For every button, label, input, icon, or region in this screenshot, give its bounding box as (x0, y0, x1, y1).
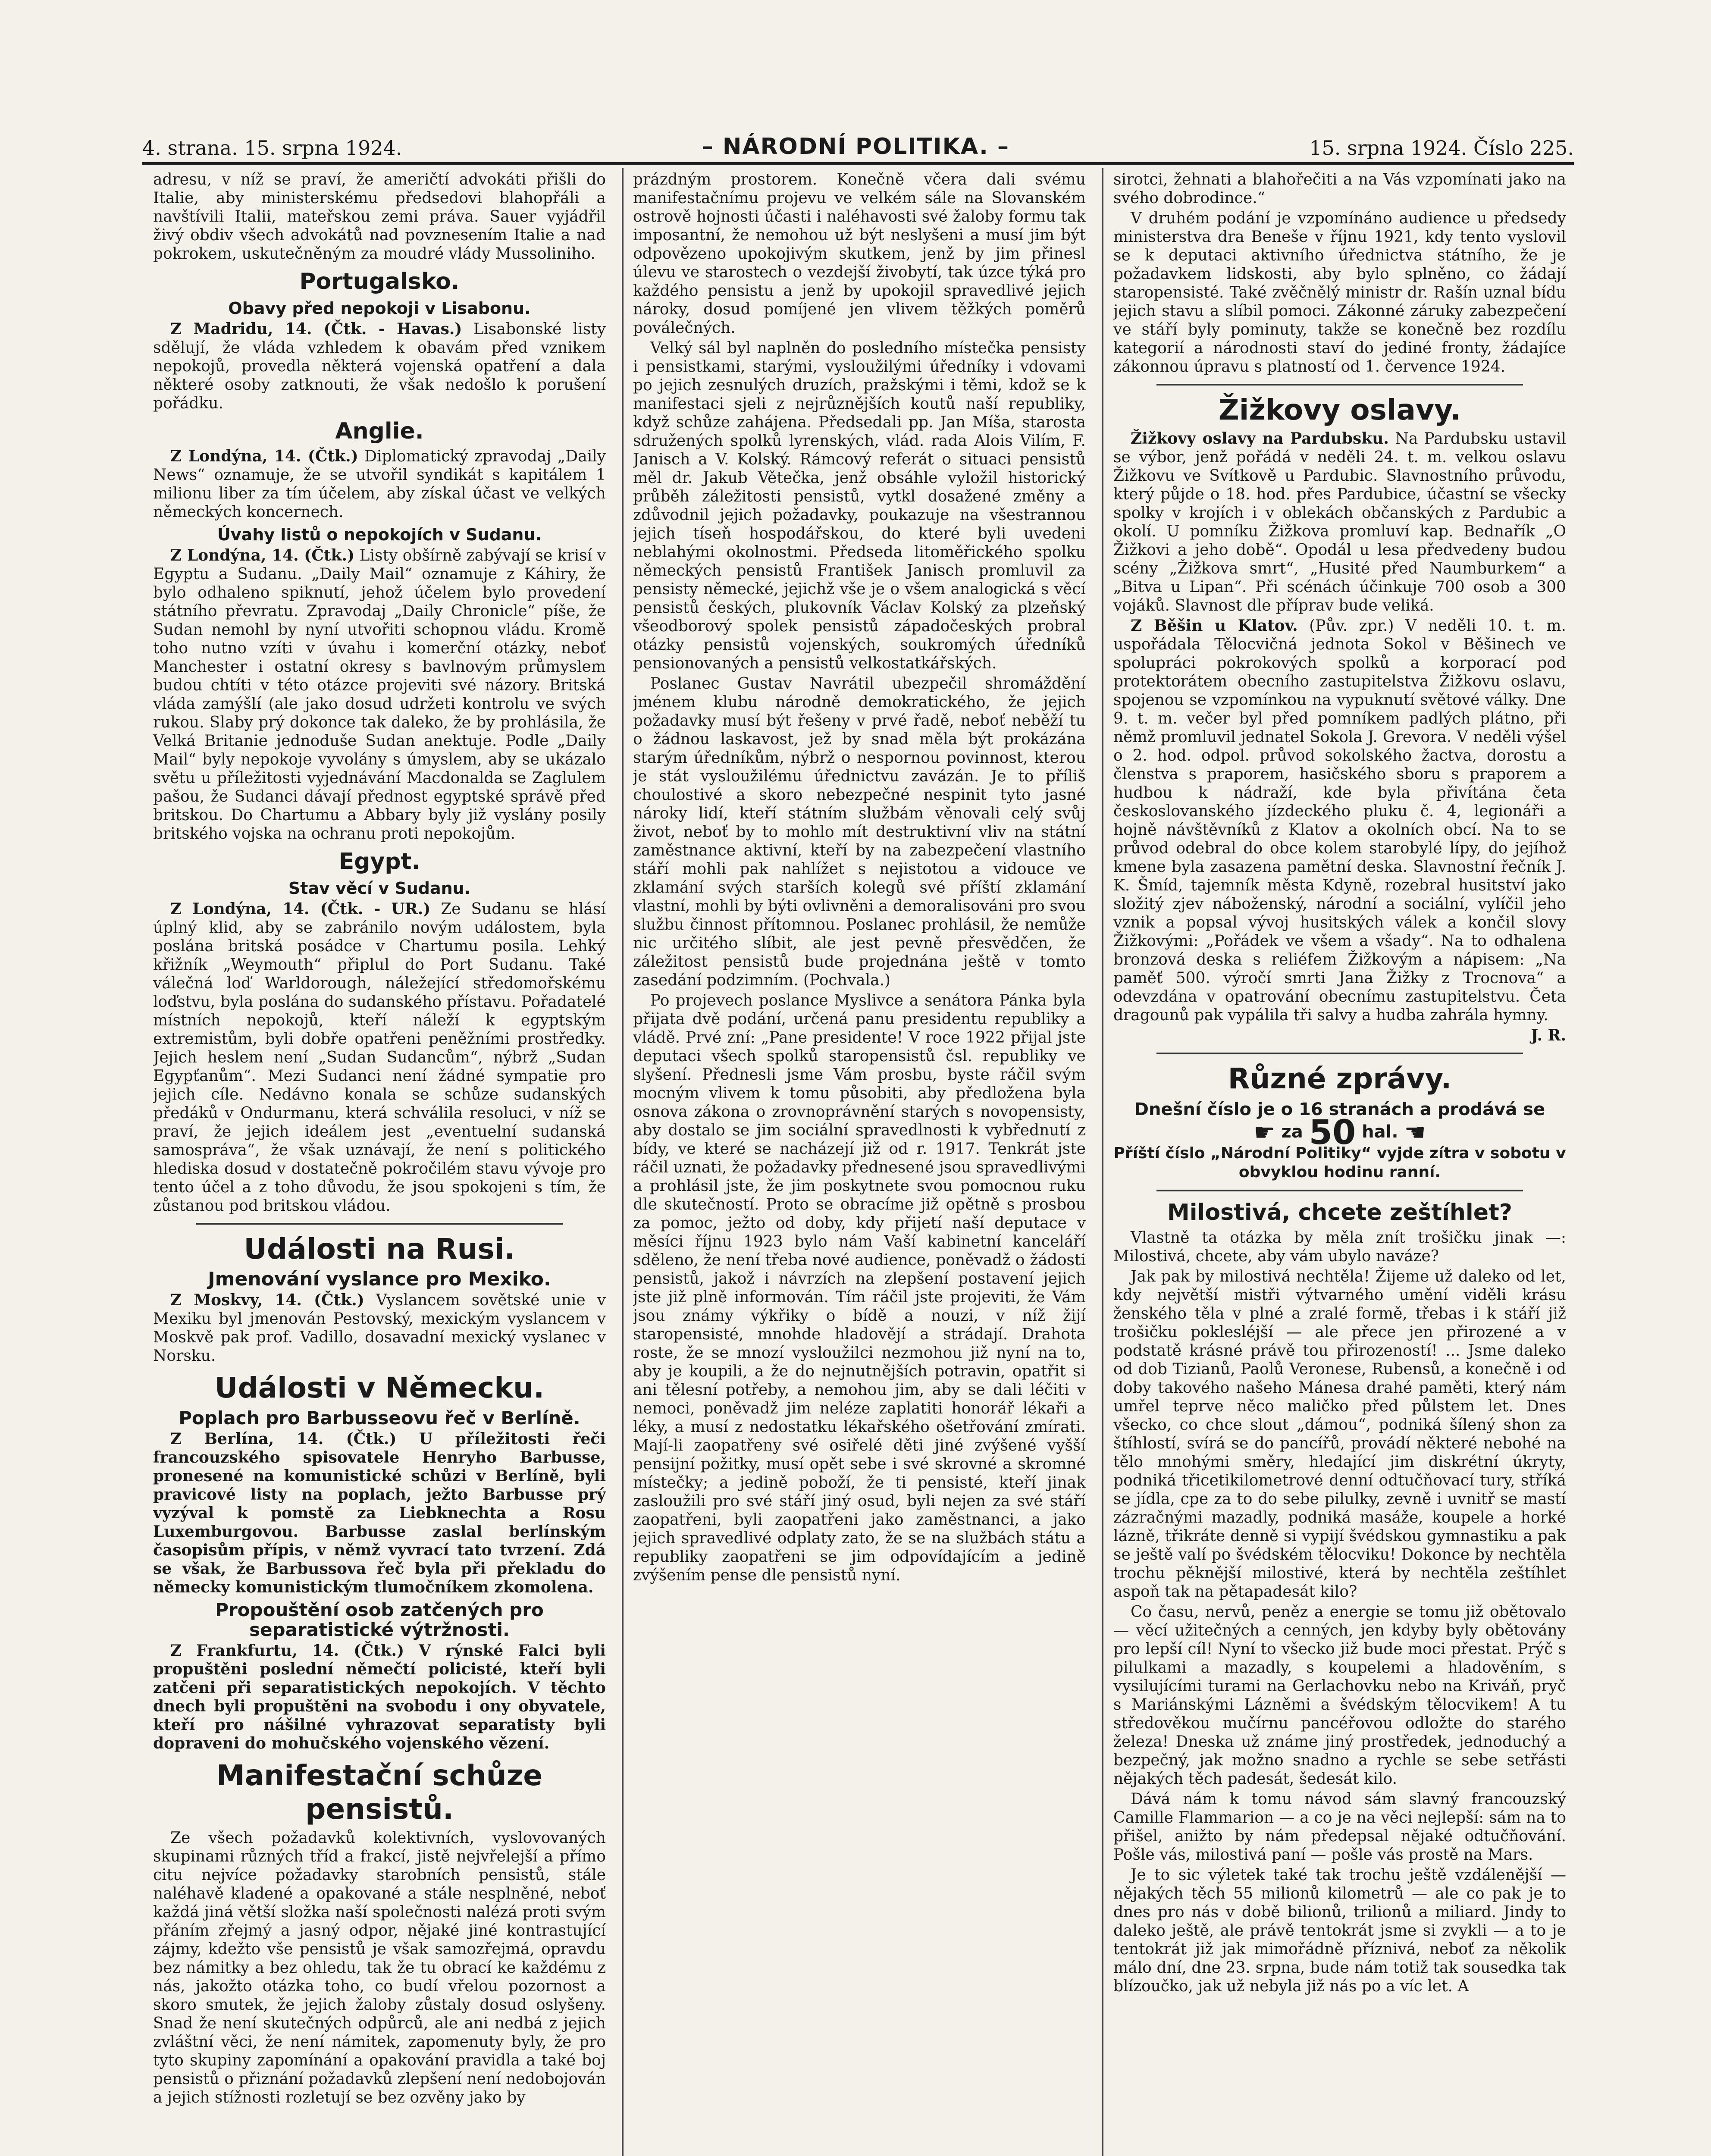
divider (196, 1223, 563, 1225)
header-rule (142, 162, 1574, 165)
article-text: Diplomatický zpravodaj „Daily News“ oznamuje, že se utvořil syndikát s kapitálem 1 milionu liber za tím účelem, aby získal účast ve velkých německých koncernech. (153, 448, 606, 521)
divider (1156, 1053, 1523, 1054)
subheading: Stav věcí v Sudanu. (288, 879, 471, 898)
issue-notice: Dnešní číslo je o 16 stranách a prodává se (1134, 1100, 1545, 1119)
subheading: Poplach pro Barbusseovu řeč v Berlíně. (179, 1407, 580, 1429)
article-text: adresu, v níž se praví, že američtí advokáti přišli do Italie, aby ministerskému předsedovi blahopřáli a navštívili Italii, mateřskou zemi práva. Sauer vyjádřil živý obdiv všech advokátů nad povznesením Italie a nad pokrokem, uskutečněným za moudré vlády Mussoliniho. (153, 171, 606, 263)
masthead: – NÁRODNÍ POLITIKA. – (702, 134, 1009, 160)
page-header (142, 129, 1574, 160)
article-text: Ze Sudanu se hlásí úplný klid, aby se zabránilo novým událostem, byla poslána britská posádce v Chartumu posila. Lehký křižník „Weymouth“ připlul do Port Sudanu. Také válečná loď Warldorough, náležející středomořskému loďstvu, byla poslána do sudanského přístavu. Pořadatelé místních nepokojů, kteří náleží k egyptským extremistům, byli dobře opatřeni peněžními prostředky. Jejich heslem není „Sudan Sudancům“, nýbrž „Sudan Egypťanům“. Mezi Sudanci není žádné sympatie pro jejich cíle. Nedávno konala se schůze sudanských předáků v Ondurmanu, která schválila resoluci, v níž se praví, že jejich ideálem jest „eventuelní sudanská samospráva“, že však uznávají, že není s politického hlediska dosud v dostatečně pokročilém stavu vývoje pro tento účel a z toho důvodu, že jsou spokojeni s tím, že zůstanou pod britskou vládou. (153, 900, 606, 1215)
article-text: Lisabonské listy sdělují, že vláda vzhledem k obavám před vznikem nepokojů, provedla některá vojenská opatření a dala některé osoby zatknouti, že však nedošlo k porušení pořádku. (153, 320, 606, 412)
next-issue-notice: Příští číslo „Národní Politiky“ vyjde zítra v sobotu v obvyklou hodinu ranní. (1113, 1144, 1566, 1181)
dateline: Z Běšin u Klatov. (1131, 617, 1298, 635)
article-text: U příležitosti řeči francouzského spisovatele Henryho Barbusse, pronesené na komunistické schůzi v Berlíně, byli pravicové listy na poplach, ježto Barbusse prý vyzýval k pomstě za Liebknechta a Rosu Luxemburgovou. Barbusse zaslal berlínským časopisům přípis, v němž vyvrací tato tvrzení. Zdá se však, že Barbussova řeč byla při překladu do německy komunistickým tlumočníkem zkomolena. (153, 1430, 606, 1596)
section-heading-nemecko: Události v Německu. (214, 1371, 545, 1404)
subheading: Jmenování vyslance pro Mexiko. (208, 1268, 551, 1290)
article-text: sirotci, žehnati a blahořečiti a na Vás vzpomínati jako na svého dobrodince.“ (1113, 171, 1566, 207)
header-right: 15. srpna 1924. Číslo 225. (1309, 136, 1574, 160)
price-value: 50 (1309, 1113, 1356, 1152)
column-2 (633, 170, 1086, 2156)
section-heading-egypt: Egypt. (338, 849, 420, 874)
article-text: (Pův. zpr.) V neděli 10. t. m. uspořádala Tělocvičná jednota Sokol v Běšinech ve spolupráci pokrokových spolků a korporací pod protektorátem obecního zastupitelstva Žižkovu oslavu, spojenou se vzpomínkou na vypuknutí světové války. Dne 9. t. m. večer byl před pomníkem padlých plátno, při němž promluvil jednatel Sokola J. Grevora. V neděli výšel o 2. hod. odpol. průvod sokolského žactva, dorostu a členstva s praporem, hasičského sboru s praporem a hudbou k nádraží, kde byla přivítána četa českoslovanského jízdeckého pluku č. 4, legionáři a hojně návštěvníků z Klatov a okolních obcí. Na to se průvod odebral do obce kolem starobylé lípy, do jejíhož kmene byla zasazena pamětní deska. Slavnostní řečník J. K. Šmíd, tajemník města Kdyně, rozebral husitství jako složitý zjev náboženský, národní a sociální, vylíčil jeho vznik a popsal vývoj husitských válek a končil slovy Žižkovými: „Pořádek ve všem a všady“. Na to odhalena bronzová deska s reliéfem Žižkovým a nápisem: „Na paměť 500. výročí smrti Jana Žižky z Trocnova“ a odevzdána v opatrování obecnímu zastupitelstvu. Četa dragounů pak vypálila tři salvy a hudba zahrála hymny. (1113, 617, 1566, 1024)
article-text: Jak pak by milostivá nechtěla! Žijeme už daleko od let, kdy největší mistři výtvarného umění viděli krásu ženského těla v plné a zralé formě, třebas i k stáří již trošičku poklesléjší — ale přece jen přirozené a v podstatě krásné právě tou přirozeností! ... Jsme daleko od dob Tizianů, Paolů Veronese, Rubensů, a konečně i od doby takového našeho Mánesa drahé paměti, který nám umřel teprve něco maličko před půlstem let. Dnes všecko, co chce slout „dámou“, podniká šílený shon za štíhlostí, svírá se do pancířů, provádí některé nebohé na tělo mnohými směry, hledající jim diskrétní úkryty, podniká třicetikilometrové denní odtučňovací tury, stříká se jídla, cpe za to do sebe pilulky, zevně i uvnitř se mastí zázračnými mazadly, podniká masáže, koupele a horké lázně, třikráte denně si vypijí švédskou gymnastiku a pak se ještě valí po švédském tělocviku! Dokonce by nechtěla trochu pěknější milostivé, která by nechtěla zeštíhlet aspoň tak na pětapadesát kilo? (1113, 1268, 1566, 1601)
article-text: Po projevech poslance Myslivce a senátora Pánka byla přijata dvě podání, určená panu presidentu republiky a vládě. Prvé zní: „Pane presidente! V roce 1922 přijal jste deputaci všech spolků staropensistů čsl. republiky ve slyšení. Přednesli jsme Vám prosbu, byste ráčil svým mocným vlivem k tomu působiti, aby předložena byla osnova zákona o zrovnoprávnění starých s novopensisty, aby dostalo se jim sociální spravedlnosti k vybřednutí z bídy, ve které se nacházejí již od r. 1917. Tenkrát jste ráčil uznati, že požadavky přednesené jsou spravedlivými a prohlásil jste, že jim poskytnete svou pomocnou ruku dle skutečností. Proto se obracíme již opětně s prosbou za pomoc, ježto od doby, kdy přijetí naší deputace v měsíci říjnu 1923 bylo nám Vaší kabinetní kanceláří sděleno, že není třeba nové audience, poněvadž o žádosti pensistů, jakož i návrzích na zlepšení postavení jejich jste již plně informován. Tím ráčil jste projeviti, že Vám jsou známy výkřiky o bídě a nouzi, v níž žijí staropensisté, mnohde hladovějí a strádají. Drahota roste, že se mnozí vysloužilci nezmohou již nyní na to, aby je koupili, a že do nejnutnějších potravin, opatřit si ani tělesní potřeby, a nemohou jim, aby se dali léčiti v nemoci, poněvadž jim neléze zaplatiti honorář lékaři a léky, a musí z nedostatku lékařského ošetřování zmírati. Mají-li zaopatřeny své osiřelé děti jiné zvýšené vyšší pensijní požitky, musí opět sebe i své skrovné a skromné místečky; a jedině poboží, že ti pensisté, kteří jinak zasloužili pro své stáří jiný osud, byli nejen za své stáří zaopatřeni, byli zaopatřeni jako zaměstnanci, a jako jejich spravedlivé odplaty zato, že se na službách státu a republiky zaopatřeni se jim odpovídajícím a jedině zvýšením pense dle pensistů nyní. (633, 992, 1086, 1584)
dateline: Z Madridu, 14. (Čtk. - Havas.) (170, 320, 462, 338)
price-unit: hal. (1362, 1122, 1398, 1142)
pointing-hand-icon: ☛ (1253, 1119, 1275, 1147)
divider (1156, 384, 1523, 385)
section-heading-anglie: Anglie. (335, 418, 424, 444)
article-text: Dává nám k tomu návod sám slavný francouzský Camille Flammarion — a co je na věci nejlepší: sám na to přišel, anižto by nám předepsal nějaké odtučňování. Pošle vás, milostivá paní — pošle vás prostě na Mars. (1113, 1790, 1566, 1864)
column-1 (153, 170, 606, 2156)
article-text: Listy obšírně zabývají se krisí v Egyptu a Sudanu. „Daily Mail“ oznamuje z Káhiry, že bylo odhaleno spiknutí, jehož účelem bylo provedení státního převratu. Zpravodaj „Daily Chronicle“ píše, že Sudan nemohl by nyní utvořiti schopnou vládu. Kromě toho nutno vzíti v úvahu i komerční otázky, neboť Manchester i ostatní okresy s bavlnovým průmyslem budou chtíti v této otázce projeviti své názory. Britská vláda zamýšlí (ale jako dosud udržeti kontrolu ve svých rukou. Slaby prý dokonce tak daleko, že by prohlásila, že Velká Britanie jednoduše Sudan anektuje. Podle „Daily Mail“ byly nepokoje vyvolány s úmyslem, aby se ukázalo světu u příležitosti vyjednávání Macdonalda se Zaglulem pašou, že Sudanci dávají přednost egyptské správě před britskou. Do Chartumu a Abbary byly již vyslány posily britského vojska na ochranu proti nepokojům. (153, 547, 606, 843)
column-separator (622, 168, 624, 2156)
subheading: Obavy před nepokoji v Lisabonu. (228, 299, 531, 318)
dateline: Z Berlína, 14. (Čtk.) (170, 1430, 397, 1448)
article-text: Na Pardubsku ustavil se výbor, jenž pořádá v neděli 24. t. m. velkou oslavu Žižkovu ve Svítkově u Pardubic. Slavnostního průvodu, který půjde o 18. hod. přes Pardubice, účastní se všecky spolky v krojích i v oblekách občanských z Pardubic a okolí. U pomníku Žižkova promluví kap. Bednařík „O Žižkovi a jeho době“. Opodál u lesa předvedeny budou scény „Žižkova smrt“, „Husité před Naumburkem“ a „Bitva u Lipan“. Při scénách účinkuje 700 osob a 300 vojáků. Slavnost dle příprav bude veliká. (1113, 430, 1566, 614)
author-signature: J. R. (1531, 1026, 1566, 1044)
section-heading-rusi: Události na Rusi. (244, 1232, 515, 1266)
article-text: Je to sic výletek také tak trochu ještě vzdálenější — nějakých těch 55 milionů kilometrů — ale co pak je to dnes pro nás v době bilionů, trilionů a miliard. Jindy to daleko ještě, ale právě tentokrát jsme si zvykli — a to je tentokrát již jak mimořádně příznivá, neboť za několik málo dní, dne 23. srpna, bude nám totiž tak sousedka tak blízoučko, jak už nebyla již nás po a víc let. A (1113, 1866, 1566, 1995)
section-heading-ruzne: Různé zprávy. (1228, 1062, 1452, 1095)
subheading: Úvahy listů o nepokojích v Sudanu. (217, 525, 542, 544)
section-heading-milostiva: Milostivá, chcete zeštíhlet? (1167, 1200, 1513, 1225)
dateline: Z Londýna, 14. (Čtk.) (170, 546, 355, 564)
divider (1156, 1190, 1523, 1191)
subheading: Propouštění osob zatčených pro separatistické výtržnosti. (215, 1599, 544, 1640)
dateline: Z Londýna, 14. (Čtk. - UR.) (170, 900, 431, 918)
dateline: Z Frankfurtu, 14. (Čtk.) (170, 1642, 404, 1660)
dateline: Z Londýna, 14. (Čtk.) (170, 447, 358, 465)
price-prefix: za (1281, 1122, 1303, 1142)
column-3 (1113, 170, 1566, 2156)
pointing-hand-icon: ☚ (1404, 1119, 1426, 1147)
article-text: Vlastně ta otázka by měla znít trošičku jinak —: Milostivá, chcete, aby vám ubylo naváze? (1113, 1229, 1566, 1265)
column-separator (1102, 168, 1103, 2156)
section-heading-portugal: Portugalsko. (299, 269, 460, 295)
article-text: Ze všech požadavků kolektivních, vyslovovaných skupinami různých tříd a frakcí, jistě nejvřelejší a přímo citu nejvíce požadavky starobních pensistů, stále naléhavě kladené a opakované a stále nesplněné, neboť každá jiná větší složka naší společnosti nalézá proti svým přáním zřejmý a jasný odpor, nějaké jiné kontrastující zájmy, kdežto vše pensistů je však samozřejmá, opravdu bez námitky a bez ohledu, tak že tu obrací ke každému z nás, jakožto otázka toho, co budí vřelou pozornost a skoro smutek, že jejich žaloby zůstaly dosud oslyšeny. Snad že není skutečných odpůrců, ale ani nedbá z jejich zvláštní věci, že není námitek, zapomenuty byly, že pro tyto skupiny zapomínání a opakování pravidla a také boj pensistů o přiznání požadavků zlepšení není nedobojován a jejich stížnosti rozletují se bez ozvěny jako by (153, 1829, 606, 2106)
article-text: Poslanec Gustav Navrátil ubezpečil shromáždění jménem klubu národně demokratického, že jejich požadavky musí být řešeny v prvé řadě, neboť neběží tu o žádnou laskavost, jež by snad měla být prokázána starým úředníkům, nýbrž o nespornou povinnost, kterou je stát vysloužilému úřednictvu zavázán. Je to příliš choulostivé a skoro nebezpečné nespinit tyto jasné nároky lidí, kteří státním službám věnovali celý svůj život, neboť by to mohlo mít destruktivní vliv na státní zaměstnance aktivní, kteří by na zabezpečení vlastního stáří mohli pak nahlížet s nejistotou a vidouce ve zklamání svých starších kolegů své příští zklamání vlastní, mohli by býti ovlivněni a demoralisováni pro svou službu činnost přítomnou. Poslanec prohlásil, že nemůže nic určitého slíbit, ale jest pevně přesvědčen, že záležitost pensistů bude projednána ještě v tomto zasedání podzimním. (Pochvala.) (633, 675, 1086, 989)
article-text: V druhém podání je vzpomínáno audience u předsedy ministerstva dra Beneše v říjnu 1921, kdy tento vyslovil se k deputaci aktivního úřednictva státního, že je požadavkem lidskosti, aby bylo splněno, co žádají staropensisté. Také zvěčnělý ministr dr. Rašín uznal bídu jejich stavu a slíbil pomoci. Zákonné záruky zabezpečení ve stáří byly pominuty, takže se konečně bez rozdílu kategorií a národnosti staví do jediné fronty, žádajíce zákonnou úpravu s platností od 1. července 1924. (1113, 210, 1566, 376)
dateline: Z Moskvy, 14. (Čtk.) (170, 1291, 364, 1309)
price-line (1113, 1113, 1566, 1152)
article-text: prázdným prostorem. Konečně včera dali svému manifestačnímu projevu ve velkém sále na Slovanském ostrově hojnosti účasti i naléhavosti své žaloby formu tak imposantní, že nemohou už být neslyšeni a musí jim být odpovězeno upokojivým skutkem, jenž by jim přinesl úlevu ve starostech o vezdejší živobytí, tak úzce týká pro každého pensistu a jenž by upokojil spravedlivé jejich nároky, dosud pomíjené jen vlivem těžkých poměrů poválečných. (633, 171, 1086, 337)
header-left: 4. strana. 15. srpna 1924. (142, 136, 402, 160)
article-text: Co času, nervů, peněz a energie se tomu již obětovalo — věcí užitečných a cenných, jen kdyby byly obětovány pro lepší cíl! Nyní to všecko již bude moci přestat. Prýč s pilulkami a mazadly, s koupelemi a hladověním, s vysilujícími turami na Gerlachovku nebo na Kriváň, pryč s Mariánskými Lázněmi a švédským tělocvikem! A tu středověkou mučírnu pancéřovou odložte do starého železa! Dneska už známe jiný prostředek, jednoduchý a bezpečný, jak možno snadno a rychle se sebe setřásti nějakých těch padesát, šedesát kilo. (1113, 1603, 1566, 1788)
article-text: V rýnské Falci byli propuštěni poslední němečtí policisté, kteří byli zatčeni při separatistických nepokojích. V těchto dnech byli propuštěni na svobodu i ony obyvatele, kteří pro nášilné vyhrazovat separatisty byli dopraveni do mohučského vojenského vězení. (153, 1642, 606, 1752)
section-heading-manifestace: Manifestační schůze pensistů. (216, 1759, 542, 1826)
article-text: Vyslancem sovětské unie v Mexiku byl jmenován Pestovský, mexickým vyslancem v Moskvě pak prof. Vadillo, dosavadní mexický vyslanec v Norsku. (153, 1291, 606, 1365)
section-heading-zizka: Žižkovy oslavy. (1218, 393, 1461, 426)
dateline: Žižkovy oslavy na Pardubsku. (1131, 429, 1389, 448)
article-text: Velký sál byl naplněn do posledního místečka pensisty i pensistkami, starými, vysloužilými úředníky i vdovami po jejich zesnulých druzích, pražskými i těmi, kdož se k manifestaci sjeli z nejrůznějších koutů naší republiky, když schůze zahájena. Předsedali pp. Jan Míša, starosta sdružených spolků lyrenských, vlád. rada Alois Vilím, F. Janisch a V. Kolský. Rámcový referát o situaci pensistů měl dr. Jakub Větečka, jenž obsáhle vyložil historický průběh záležitosti pensistů, vytkl dosažené změny a zdůvodnil jejich požadavky, poukazuje na všestrannou jejich tíseň hospodářskou, do které byli uvedeni neblahými okolnostmi. Předseda litoměřického spolku německých pensistů František Janisch promluvil za pensisty německé, jejichž vše je o všem analogická s věcí pensistů českých, plukovník Václav Kolský za plzeňský všeodborový spolek pensistů západočeských probral otázky pensistů vojenských, soukromých úředníků pensionovaných a pensistů velkostatkářských. (633, 339, 1086, 672)
